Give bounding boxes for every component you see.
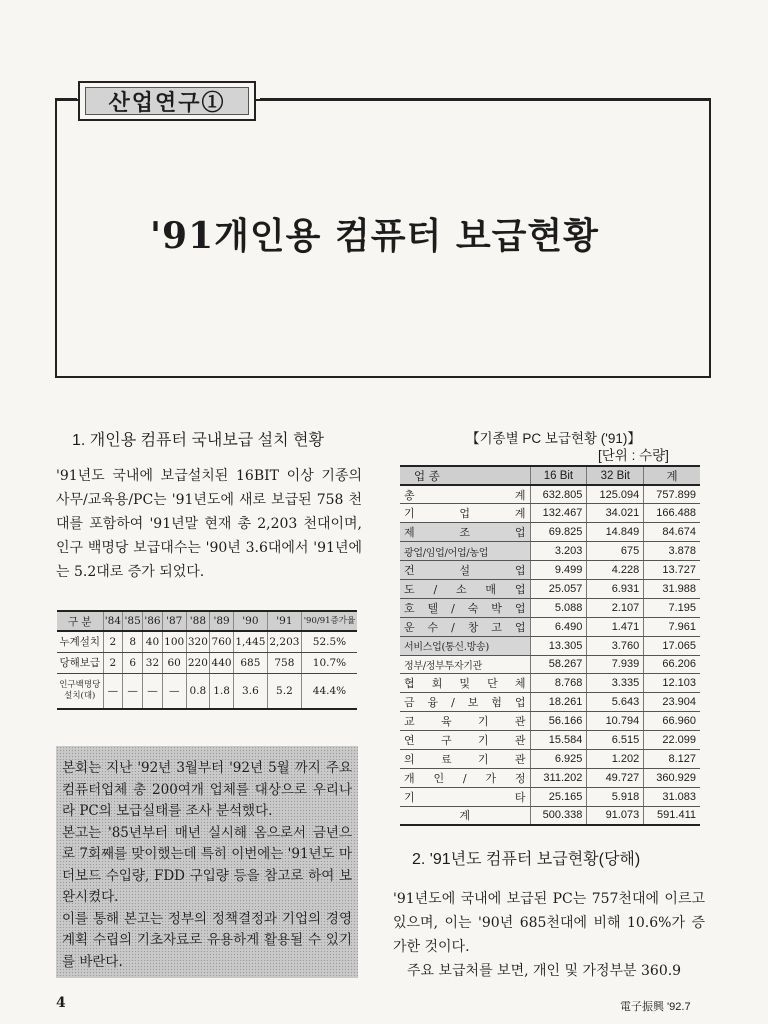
note-paragraph: 이를 통해 본고는 정부의 정책결정과 기업의 경영계획 수립의 기초자료로 유용하게 활용될 수 있기를 바란다. <box>62 910 352 970</box>
table-cell: 40 <box>143 631 163 652</box>
category-label: 연 구 기 관 <box>400 731 530 750</box>
category-label: 건 설 업 <box>400 561 530 580</box>
value-32bit: 5.918 <box>587 787 644 806</box>
table-row <box>400 542 700 561</box>
value-16bit: 6.925 <box>530 749 587 768</box>
table-row <box>400 485 700 504</box>
value-32bit: 3.760 <box>587 636 644 655</box>
pc-distribution-table <box>400 465 700 826</box>
section-2-heading: 2. '91년도 컴퓨터 보급현황(당해) <box>412 851 641 868</box>
table-cell: 758 <box>267 652 301 673</box>
table-cell: 3.6 <box>233 673 267 709</box>
column-header: 구 분 <box>57 611 103 631</box>
column-header: '91 <box>267 611 301 631</box>
value-32bit: 6.931 <box>587 579 644 598</box>
table-cell: 2 <box>103 652 123 673</box>
value-32bit: 5.643 <box>587 693 644 712</box>
value-total: 31.083 <box>644 787 700 806</box>
table-row <box>400 749 700 768</box>
value-32bit: 14.849 <box>587 523 644 542</box>
table-cell: — <box>162 673 186 709</box>
value-total: 12.103 <box>644 674 700 693</box>
table-row <box>400 598 700 617</box>
table-cell: 32 <box>143 652 163 673</box>
column-header: '90/91증가율 <box>301 611 357 631</box>
row-label: 당해보급 <box>57 652 103 673</box>
category-label: 운 수 / 창 고 업 <box>400 617 530 636</box>
column-header-label: 업 종 <box>414 468 440 483</box>
table-row <box>400 768 700 787</box>
value-16bit: 632.805 <box>530 485 587 504</box>
section-2-paragraph: 주요 보급처를 보면, 개인 및 가정부분 360.9 <box>407 963 682 979</box>
value-total: 8.127 <box>644 749 700 768</box>
value-32bit: 10.794 <box>587 712 644 731</box>
magazine-footer: 電子振興 '92.7 <box>620 1001 691 1013</box>
table-header-row <box>400 466 700 485</box>
category-label: 제 조 업 <box>400 523 530 542</box>
row-label: 누계설치 <box>57 631 103 652</box>
value-32bit: 34.021 <box>587 504 644 523</box>
table-row <box>400 504 700 523</box>
table-cell: 1.8 <box>210 673 234 709</box>
table-caption: 【기종별 PC 보급현황 ('91)】 <box>466 431 641 446</box>
table-unit: [단위 : 수량] <box>598 448 669 463</box>
value-16bit: 18.261 <box>530 693 587 712</box>
category-label: 의 료 기 관 <box>400 749 530 768</box>
category-label: 서비스업(통신.방송) <box>400 636 530 655</box>
note-paragraph: 본고는 '85년부터 매년 실시해 옴으로서 금년으로 7회째를 맞이했는데 특히 이번에는 '91년도 마더보드 수입량, FDD 구입량 등을 참고로 하여 보완시켰다. <box>62 824 352 905</box>
column-header: '85 <box>123 611 143 631</box>
value-32bit: 1.202 <box>587 749 644 768</box>
row-label: 인구백명당 설치(대) <box>57 673 103 709</box>
survey-note-box <box>56 746 358 978</box>
table-cell: 8 <box>123 631 143 652</box>
table-row <box>57 673 357 709</box>
table-cell: 2 <box>103 631 123 652</box>
value-32bit: 3.335 <box>587 674 644 693</box>
series-label <box>78 81 256 121</box>
section-1-paragraph: '91년도 국내에 보급설치된 16BIT 이상 기종의 사무/교육용/PC는 '91년도에 새로 보급된 758 천대를 포함하여 '91년말 현재 총 2,203 천대이며, 인구 백명당 보급대수는 '90년 3.6대에서 '91년에는 5.2대로 증가 되었다. <box>56 468 362 580</box>
table-cell: 320 <box>186 631 210 652</box>
series-label-text: 산업연구① <box>85 87 249 115</box>
table-cell: 6 <box>123 652 143 673</box>
value-total: 166.488 <box>644 504 700 523</box>
value-total: 66.960 <box>644 712 700 731</box>
value-16bit: 311.202 <box>530 768 587 787</box>
table-cell: — <box>143 673 163 709</box>
value-total: 591.411 <box>644 806 700 825</box>
value-32bit: 1.471 <box>587 617 644 636</box>
value-32bit: 91.073 <box>587 806 644 825</box>
value-total: 84.674 <box>644 523 700 542</box>
category-label: 도 / 소 매 업 <box>400 579 530 598</box>
category-label: 계 <box>400 806 530 825</box>
column-header: 32 Bit <box>587 466 644 485</box>
column-header <box>400 466 530 485</box>
value-total: 757.899 <box>644 485 700 504</box>
value-16bit: 3.203 <box>530 542 587 561</box>
value-16bit: 5.088 <box>530 598 587 617</box>
note-paragraph: 본회는 지난 '92년 3월부터 '92년 5월 까지 주요 컴퓨터업체 총 200여개 업체를 대상으로 우리나라 PC의 보급실태를 조사 분석했다. <box>62 760 352 819</box>
value-16bit: 69.825 <box>530 523 587 542</box>
value-32bit: 6.515 <box>587 731 644 750</box>
section-2-paragraph: '91년도에 국내에 보급된 PC는 757천대에 이르고 있으며, 이는 '90년 685천대에 비해 10.6%가 증가한 것이다. <box>393 891 705 955</box>
table-cell: 440 <box>210 652 234 673</box>
column-header: '87 <box>162 611 186 631</box>
category-label: 기 업 계 <box>400 504 530 523</box>
category-label: 총 계 <box>400 485 530 504</box>
value-16bit: 15.584 <box>530 731 587 750</box>
value-16bit: 25.165 <box>530 787 587 806</box>
table-header-row <box>57 611 357 631</box>
table-cell: — <box>103 673 123 709</box>
value-16bit: 500.338 <box>530 806 587 825</box>
value-16bit: 58.267 <box>530 655 587 674</box>
column-header: '90 <box>233 611 267 631</box>
table-row <box>400 693 700 712</box>
table-cell: 685 <box>233 652 267 673</box>
table-row <box>400 636 700 655</box>
page-number: 4 <box>56 995 66 1011</box>
category-label: 정부/정부투자기관 <box>400 655 530 674</box>
value-total: 66.206 <box>644 655 700 674</box>
table-cell: 2,203 <box>267 631 301 652</box>
value-total: 13.727 <box>644 561 700 580</box>
table-row <box>400 617 700 636</box>
value-16bit: 132.467 <box>530 504 587 523</box>
value-16bit: 9.499 <box>530 561 587 580</box>
table-row <box>400 523 700 542</box>
table-cell: 100 <box>162 631 186 652</box>
column-header: '84 <box>103 611 123 631</box>
table-cell: 60 <box>162 652 186 673</box>
table-cell: 1,445 <box>233 631 267 652</box>
category-label: 광업/임업/어업/농업 <box>400 542 530 561</box>
table-cell: 10.7% <box>301 652 357 673</box>
page-title: '91개인용 컴퓨터 보급현황 <box>150 215 599 257</box>
table-row <box>400 655 700 674</box>
category-label: 기 타 <box>400 787 530 806</box>
value-16bit: 6.490 <box>530 617 587 636</box>
category-label: 개 인 / 가 정 <box>400 768 530 787</box>
table-row <box>400 561 700 580</box>
table-cell: 760 <box>210 631 234 652</box>
table-cell: — <box>123 673 143 709</box>
table-row <box>400 806 700 825</box>
value-16bit: 56.166 <box>530 712 587 731</box>
table-row <box>400 674 700 693</box>
table-cell: 220 <box>186 652 210 673</box>
table-cell: 44.4% <box>301 673 357 709</box>
column-header: '89 <box>210 611 234 631</box>
value-32bit: 675 <box>587 542 644 561</box>
value-total: 17.065 <box>644 636 700 655</box>
value-32bit: 7.939 <box>587 655 644 674</box>
value-total: 7.961 <box>644 617 700 636</box>
value-total: 360.929 <box>644 768 700 787</box>
table-cell: 52.5% <box>301 631 357 652</box>
table-row <box>400 712 700 731</box>
table-cell: 0.8 <box>186 673 210 709</box>
table-row <box>57 652 357 673</box>
value-16bit: 25.057 <box>530 579 587 598</box>
value-16bit: 13.305 <box>530 636 587 655</box>
value-32bit: 4.228 <box>587 561 644 580</box>
column-header: 16 Bit <box>530 466 587 485</box>
table-row <box>400 787 700 806</box>
category-label: 금 융 / 보 험 업 <box>400 693 530 712</box>
value-32bit: 125.094 <box>587 485 644 504</box>
installation-growth-table <box>57 610 357 710</box>
category-label: 호 텔 / 숙 박 업 <box>400 598 530 617</box>
value-total: 22.099 <box>644 731 700 750</box>
category-label: 교 육 기 관 <box>400 712 530 731</box>
value-total: 31.988 <box>644 579 700 598</box>
table-row <box>57 631 357 652</box>
column-header: '88 <box>186 611 210 631</box>
section-2-body <box>393 887 705 983</box>
value-total: 7.195 <box>644 598 700 617</box>
table-cell: 5.2 <box>267 673 301 709</box>
section-1-heading: 1. 개인용 컴퓨터 국내보급 설치 현황 <box>72 432 324 449</box>
column-header: '86 <box>143 611 163 631</box>
value-32bit: 49.727 <box>587 768 644 787</box>
table-row <box>400 731 700 750</box>
value-total: 3.878 <box>644 542 700 561</box>
value-total: 23.904 <box>644 693 700 712</box>
category-label: 협 회 및 단 체 <box>400 674 530 693</box>
table-row <box>400 579 700 598</box>
value-32bit: 2.107 <box>587 598 644 617</box>
value-16bit: 8.768 <box>530 674 587 693</box>
column-header: 계 <box>644 466 700 485</box>
